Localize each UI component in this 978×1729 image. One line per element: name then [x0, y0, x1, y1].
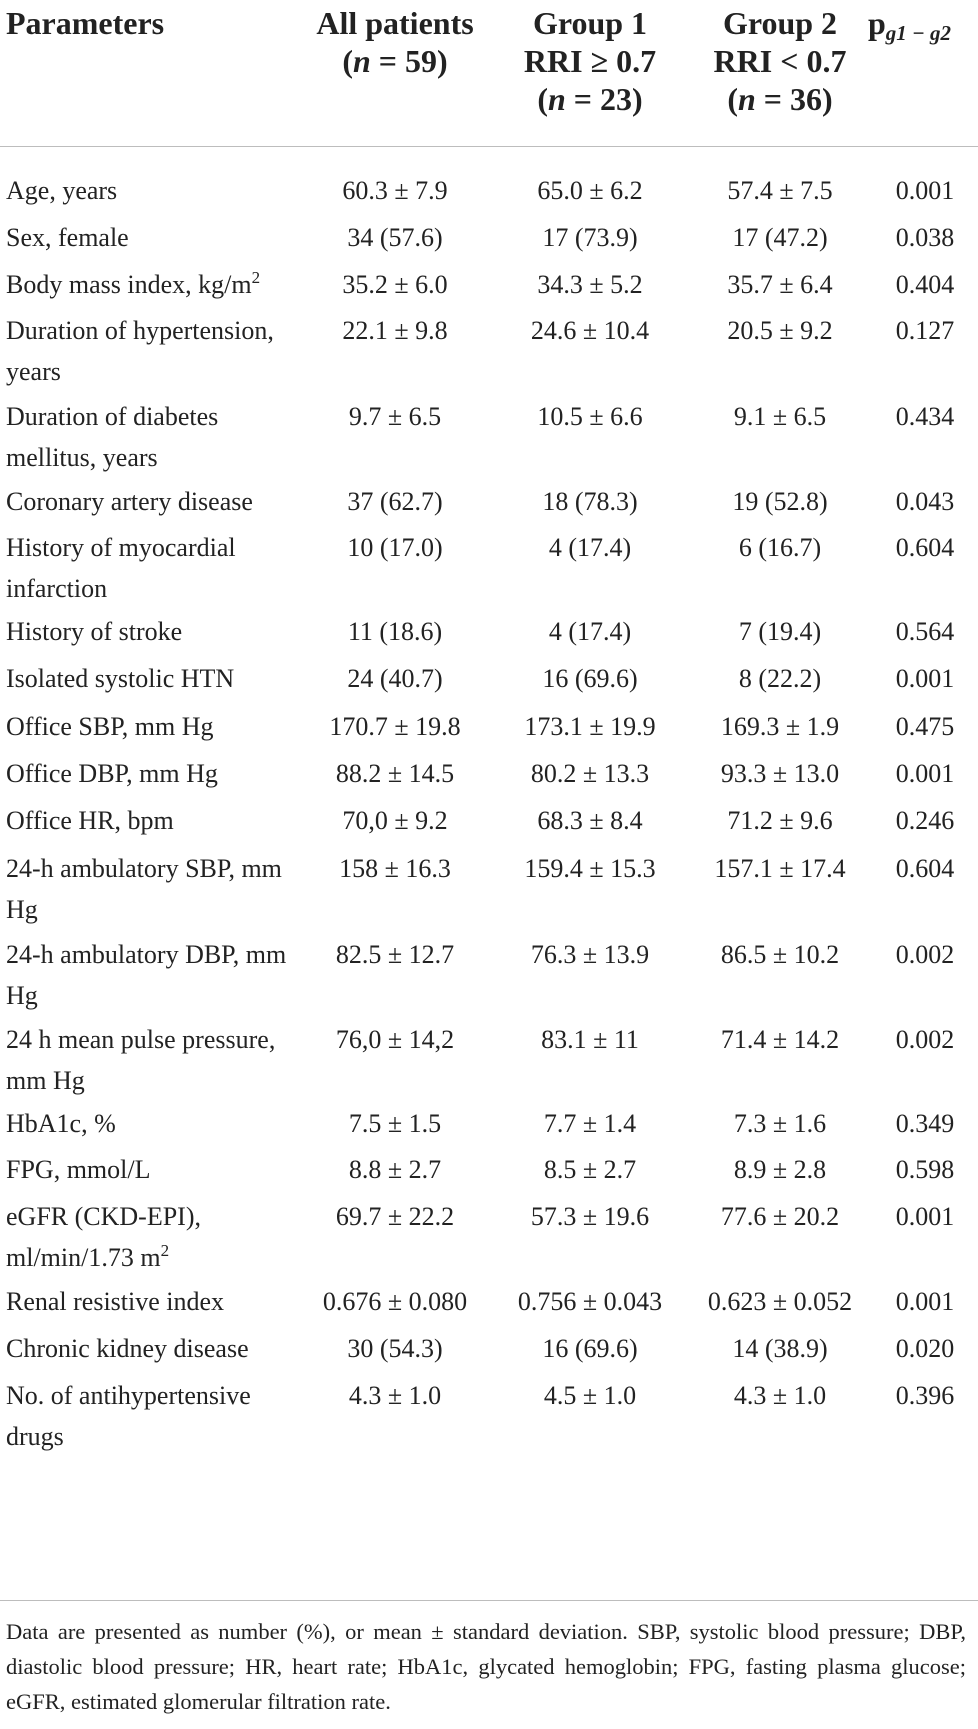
- header-p-value: [868, 4, 978, 52]
- row-parameter-text: Duration of diabetes mellitus, years: [6, 402, 219, 472]
- header-all-patients: [300, 4, 490, 80]
- header-parameters-label: Parameters: [6, 5, 165, 41]
- cell-group-1: 68.3 ± 8.4: [537, 806, 643, 835]
- row-parameter: [6, 1196, 291, 1278]
- cell-all-patients: 37 (62.7): [347, 487, 443, 516]
- table-row: [0, 706, 978, 747]
- cell-group-2: 77.6 ± 20.2: [720, 1202, 840, 1231]
- n-symbol: n: [547, 81, 566, 117]
- table-row: [0, 1281, 978, 1322]
- cell-all-patients: 9.7 ± 6.5: [348, 402, 442, 431]
- row-parameter: [6, 396, 291, 478]
- row-parameter-text: Duration of hypertension, years: [6, 316, 274, 386]
- table-row: [0, 1375, 978, 1457]
- cell-group-2: 17 (47.2): [732, 223, 828, 252]
- row-parameter: [6, 1019, 291, 1101]
- cell-all-patients: 30 (54.3): [347, 1334, 443, 1363]
- cell-all-patients: 76,0 ± 14,2: [335, 1025, 455, 1054]
- cell-group-2: 9.1 ± 6.5: [733, 402, 827, 431]
- cell-group-1: 18 (78.3): [542, 487, 638, 516]
- cell-group-1: 10.5 ± 6.6: [537, 402, 643, 431]
- table-row: [0, 396, 978, 478]
- row-parameter: [6, 527, 291, 609]
- table-row: [0, 217, 978, 258]
- row-parameter: [6, 310, 291, 392]
- row-parameter: [6, 753, 291, 794]
- row-parameter-text: FPG, mmol/L: [6, 1155, 151, 1184]
- cell-group-2: 157.1 ± 17.4: [714, 854, 846, 883]
- cell-p-value: 0.434: [895, 402, 955, 431]
- table-row: [0, 1149, 978, 1190]
- cell-group-2: 19 (52.8): [732, 487, 828, 516]
- cell-group-2: 6 (16.7): [738, 533, 822, 562]
- cell-p-value: 0.020: [895, 1334, 955, 1363]
- cell-group-2: 7 (19.4): [738, 617, 822, 646]
- row-parameter-text: HbA1c, %: [6, 1109, 116, 1138]
- cell-p-value: 0.001: [895, 1287, 955, 1316]
- footer-divider: [0, 1600, 978, 1601]
- cell-group-1: 80.2 ± 13.3: [530, 759, 650, 788]
- cell-p-value: 0.043: [895, 487, 955, 516]
- table-row: [0, 1019, 978, 1101]
- row-parameter-text: Age, years: [6, 176, 118, 205]
- cell-p-value: 0.604: [895, 533, 955, 562]
- cell-p-value: 0.396: [895, 1381, 955, 1410]
- cell-group-2: 7.3 ± 1.6: [733, 1109, 827, 1138]
- row-parameter: [6, 1328, 291, 1369]
- row-parameter-superscript: 2: [160, 1241, 170, 1260]
- n-symbol: n: [737, 81, 756, 117]
- row-parameter: [6, 481, 291, 522]
- row-parameter-text: 24 h mean pulse pressure, mm Hg: [6, 1025, 276, 1095]
- row-parameter: [6, 800, 291, 841]
- cell-p-value: 0.001: [895, 759, 955, 788]
- row-parameter-text: Office DBP, mm Hg: [6, 759, 218, 788]
- cell-all-patients: 82.5 ± 12.7: [335, 940, 455, 969]
- cell-p-value: 0.002: [895, 1025, 955, 1054]
- row-parameter-text: Sex, female: [6, 223, 129, 252]
- cell-p-value: 0.038: [895, 223, 955, 252]
- header-group-1: [505, 4, 675, 118]
- header-parameters: [6, 4, 164, 42]
- cell-group-1: 83.1 ± 11: [541, 1025, 639, 1054]
- table-row: [0, 170, 978, 211]
- row-parameter-text: History of stroke: [6, 617, 183, 646]
- row-parameter-text: eGFR (CKD-EPI), ml/min/1.73 m: [6, 1202, 201, 1272]
- header-g1-title: Group 1: [532, 5, 648, 41]
- row-parameter: [6, 1281, 291, 1322]
- table-row: [0, 934, 978, 1016]
- row-parameter: [6, 848, 291, 930]
- cell-p-value: 0.127: [895, 316, 955, 345]
- header-divider: [0, 146, 978, 147]
- cell-group-1: 65.0 ± 6.2: [537, 176, 643, 205]
- row-parameter: [6, 217, 291, 258]
- cell-p-value: 0.564: [895, 617, 955, 646]
- cell-all-patients: 22.1 ± 9.8: [342, 316, 448, 345]
- cell-all-patients: 70,0 ± 9.2: [342, 806, 448, 835]
- cell-group-1: 8.5 ± 2.7: [543, 1155, 637, 1184]
- cell-group-2: 169.3 ± 1.9: [720, 712, 840, 741]
- cell-group-2: 93.3 ± 13.0: [720, 759, 840, 788]
- table-row: [0, 264, 978, 305]
- table-row: [0, 527, 978, 609]
- cell-p-value: 0.001: [895, 1202, 955, 1231]
- cell-group-2: 0.623 ± 0.052: [707, 1287, 853, 1316]
- cell-all-patients: 34 (57.6): [347, 223, 443, 252]
- row-parameter-text: 24-h ambulatory DBP, mm Hg: [6, 940, 287, 1010]
- cell-all-patients: 11 (18.6): [347, 617, 443, 646]
- row-parameter-text: Isolated systolic HTN: [6, 664, 235, 693]
- header-g1-n: (n = 23): [537, 81, 643, 117]
- row-parameter-text: Office HR, bpm: [6, 806, 174, 835]
- cell-all-patients: 60.3 ± 7.9: [342, 176, 448, 205]
- header-g2-sub: RRI < 0.7: [713, 43, 847, 79]
- cell-group-2: 14 (38.9): [732, 1334, 828, 1363]
- table-row: [0, 658, 978, 699]
- row-parameter: [6, 611, 291, 652]
- n-symbol: n: [352, 43, 371, 79]
- table-row: [0, 1103, 978, 1144]
- row-parameter-superscript: 2: [251, 268, 261, 287]
- cell-group-1: 173.1 ± 19.9: [524, 712, 656, 741]
- cell-p-value: 0.001: [895, 664, 955, 693]
- cell-group-1: 7.7 ± 1.4: [543, 1109, 637, 1138]
- cell-group-1: 0.756 ± 0.043: [517, 1287, 663, 1316]
- cell-all-patients: 4.3 ± 1.0: [348, 1381, 442, 1410]
- header-all-title: All patients: [316, 5, 474, 41]
- header-g2-title: Group 2: [722, 5, 838, 41]
- cell-group-2: 20.5 ± 9.2: [727, 316, 833, 345]
- header-g1-sub: RRI ≥ 0.7: [523, 43, 657, 79]
- cell-group-2: 86.5 ± 10.2: [720, 940, 840, 969]
- cell-p-value: 0.001: [895, 176, 955, 205]
- table-row: [0, 800, 978, 841]
- cell-group-2: 71.4 ± 14.2: [720, 1025, 840, 1054]
- cell-p-value: 0.604: [895, 854, 955, 883]
- table-row: [0, 1328, 978, 1369]
- table-row: [0, 753, 978, 794]
- cell-group-1: 24.6 ± 10.4: [530, 316, 650, 345]
- row-parameter: [6, 1103, 291, 1144]
- table-row: [0, 1196, 978, 1278]
- header-p-main: p: [868, 5, 886, 41]
- cell-group-1: 4.5 ± 1.0: [543, 1381, 637, 1410]
- row-parameter: [6, 934, 291, 1016]
- cell-all-patients: 69.7 ± 22.2: [335, 1202, 455, 1231]
- row-parameter-text: No. of antihypertensive drugs: [6, 1381, 251, 1451]
- cell-p-value: 0.404: [895, 270, 955, 299]
- header-group-2: [695, 4, 865, 118]
- header-all-n: (n = 59): [342, 43, 448, 79]
- table-row: [0, 310, 978, 392]
- row-parameter-text: 24-h ambulatory SBP, mm Hg: [6, 854, 282, 924]
- cell-group-1: 4 (17.4): [548, 617, 632, 646]
- header-p-sub: g1 − g2: [885, 21, 952, 45]
- cell-group-2: 35.7 ± 6.4: [727, 270, 833, 299]
- cell-p-value: 0.349: [895, 1109, 955, 1138]
- cell-group-2: 57.4 ± 7.5: [727, 176, 833, 205]
- row-parameter-text: Chronic kidney disease: [6, 1334, 249, 1363]
- cell-p-value: 0.598: [895, 1155, 955, 1184]
- cell-all-patients: 24 (40.7): [347, 664, 443, 693]
- cell-group-2: 4.3 ± 1.0: [733, 1381, 827, 1410]
- table-header: [0, 0, 978, 140]
- cell-all-patients: 158 ± 16.3: [339, 854, 451, 883]
- cell-all-patients: 8.8 ± 2.7: [348, 1155, 442, 1184]
- cell-group-1: 17 (73.9): [542, 223, 638, 252]
- row-parameter: [6, 170, 291, 211]
- cell-group-1: 16 (69.6): [542, 1334, 638, 1363]
- row-parameter-text: Coronary artery disease: [6, 487, 253, 516]
- table-footnote: Data are presented as number (%), or mean ± standard deviation. SBP, systolic blood pressure; DBP, diastolic blood pressure; HR, heart rate; HbA1c, glycated hemoglobin; FPG, fasting plasma glucose; eGFR, estimated glomerular filtration rate.: [6, 1619, 966, 1714]
- cell-group-2: 8 (22.2): [738, 664, 822, 693]
- cell-group-1: 4 (17.4): [548, 533, 632, 562]
- table-row: [0, 611, 978, 652]
- cell-p-value: 0.002: [895, 940, 955, 969]
- cell-group-1: 16 (69.6): [542, 664, 638, 693]
- cell-all-patients: 88.2 ± 14.5: [335, 759, 455, 788]
- cell-all-patients: 7.5 ± 1.5: [348, 1109, 442, 1138]
- cell-group-1: 57.3 ± 19.6: [530, 1202, 650, 1231]
- row-parameter-text: History of myocardial infarction: [6, 533, 236, 603]
- cell-all-patients: 0.676 ± 0.080: [322, 1287, 468, 1316]
- cell-group-1: 34.3 ± 5.2: [537, 270, 643, 299]
- row-parameter: [6, 264, 291, 305]
- row-parameter: [6, 1375, 291, 1457]
- cell-p-value: 0.246: [895, 806, 955, 835]
- row-parameter-text: Office SBP, mm Hg: [6, 712, 214, 741]
- row-parameter-text: Body mass index, kg/m: [6, 270, 252, 299]
- header-g2-n: (n = 36): [727, 81, 833, 117]
- cell-all-patients: 10 (17.0): [347, 533, 443, 562]
- row-parameter: [6, 706, 291, 747]
- row-parameter: [6, 658, 291, 699]
- cell-group-2: 8.9 ± 2.8: [733, 1155, 827, 1184]
- cell-all-patients: 170.7 ± 19.8: [329, 712, 461, 741]
- table-row: [0, 481, 978, 522]
- cell-all-patients: 35.2 ± 6.0: [342, 270, 448, 299]
- cell-group-1: 159.4 ± 15.3: [524, 854, 656, 883]
- cell-group-2: 71.2 ± 9.6: [727, 806, 833, 835]
- cell-group-1: 76.3 ± 13.9: [530, 940, 650, 969]
- cell-p-value: 0.475: [895, 712, 955, 741]
- table-row: [0, 848, 978, 930]
- row-parameter-text: Renal resistive index: [6, 1287, 225, 1316]
- row-parameter: [6, 1149, 291, 1190]
